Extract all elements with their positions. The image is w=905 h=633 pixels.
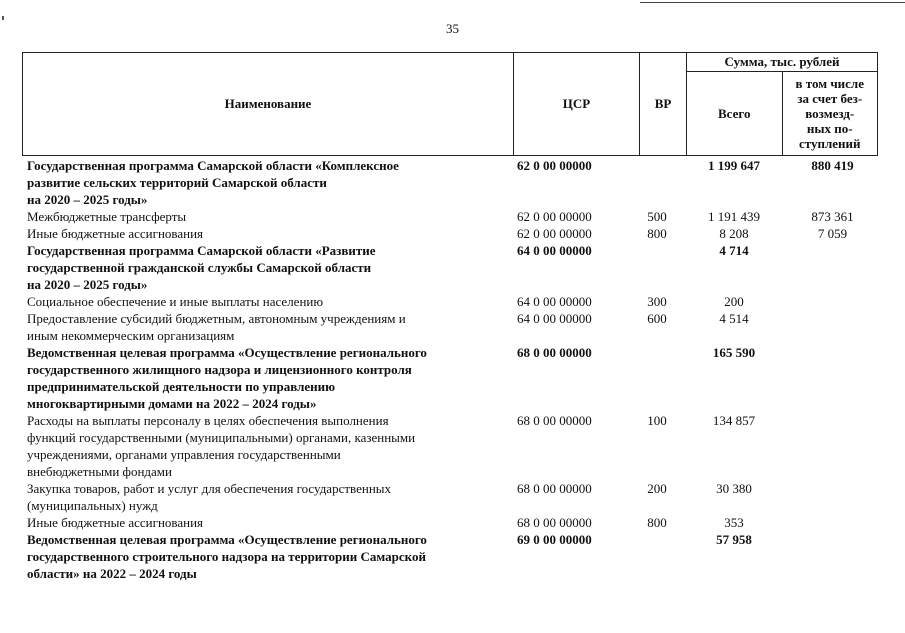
row-csr: 62 0 00 00000: [517, 209, 592, 224]
table-body: [27, 157, 887, 582]
row-name-line: Предоставление субсидий бюджетным, автономным учреждениям и: [27, 311, 406, 326]
row-name-line: государственной гражданской службы Самарской области: [27, 260, 372, 275]
row-csr: 62 0 00 00000: [517, 226, 592, 241]
table-row: [27, 310, 887, 344]
row-name: [27, 157, 507, 208]
header-vr: ВР: [640, 53, 687, 156]
row-name-line: Расходы на выплаты персоналу в целях обеспечения выполнения: [27, 413, 389, 428]
row-vr: 500: [647, 209, 667, 224]
row-name-line: учреждениями, органами управления государственными: [27, 447, 341, 462]
row-vr: 100: [647, 413, 667, 428]
row-name: [27, 208, 507, 225]
row-name-line: государственного жилищного надзора и лицензионного контроля: [27, 362, 412, 377]
row-csr: 62 0 00 00000: [517, 158, 592, 173]
row-total: 4 514: [719, 311, 749, 326]
row-total: 353: [724, 515, 744, 530]
header-csr: ЦСР: [514, 53, 640, 156]
header-name: Наименование: [23, 53, 514, 156]
header-free-line: ступлений: [798, 136, 861, 151]
row-csr: 68 0 00 00000: [517, 345, 592, 360]
table-row: [27, 208, 887, 225]
row-vr: 800: [647, 226, 667, 241]
row-name: [27, 412, 507, 480]
row-name-line: Межбюджетные трансферты: [27, 209, 187, 224]
row-name-line: внебюджетными фондами: [27, 464, 172, 479]
row-csr: 64 0 00 00000: [517, 294, 592, 309]
row-name: [27, 225, 507, 242]
table-row: [27, 157, 887, 208]
row-name: [27, 514, 507, 531]
row-name: [27, 344, 507, 412]
header-free: [782, 72, 878, 156]
row-vr: 300: [647, 294, 667, 309]
header-total: Всего: [687, 72, 783, 156]
row-total: 4 714: [719, 243, 749, 258]
row-name: [27, 531, 507, 582]
row-free: 880 419: [811, 158, 854, 173]
scan-line-top-right: [640, 2, 905, 3]
row-total: 1 191 439: [708, 209, 760, 224]
row-name: [27, 310, 507, 344]
row-vr: 800: [647, 515, 667, 530]
header-free-line: за счет без-: [797, 91, 863, 106]
row-name-line: Закупка товаров, работ и услуг для обеспечения государственных: [27, 481, 392, 496]
row-name-line: государственного строительного надзора на территории Самарской: [27, 549, 426, 564]
row-free: 873 361: [811, 209, 854, 224]
row-name-line: Ведомственная целевая программа «Осуществление регионального: [27, 532, 427, 547]
row-name-line: Ведомственная целевая программа «Осуществление регионального: [27, 345, 427, 360]
table-header: [22, 52, 878, 156]
row-total: 200: [724, 294, 744, 309]
row-name-line: развитие сельских территорий Самарской области: [27, 175, 327, 190]
row-name: [27, 480, 507, 514]
row-name-line: Социальное обеспечение и иные выплаты населению: [27, 294, 324, 309]
row-name: [27, 293, 507, 310]
row-name-line: многоквартирными домами на 2022 – 2024 годы»: [27, 396, 317, 411]
row-vr: 200: [647, 481, 667, 496]
table-row: [27, 480, 887, 514]
header-free-line: в том числе: [795, 76, 864, 91]
scan-mark-left: [2, 16, 4, 20]
row-name-line: на 2020 – 2025 годы»: [27, 277, 148, 292]
table-row: [27, 344, 887, 412]
row-total: 8 208: [719, 226, 749, 241]
row-name-line: иным некоммерческим организациям: [27, 328, 235, 343]
table-row: [27, 412, 887, 480]
table-row: [27, 531, 887, 582]
row-name-line: предпринимательской деятельности по управлению: [27, 379, 336, 394]
row-total: 30 380: [716, 481, 752, 496]
row-name-line: функций государственными (муниципальными) органами, казенными: [27, 430, 416, 445]
row-name-line: на 2020 – 2025 годы»: [27, 192, 148, 207]
row-total: 1 199 647: [708, 158, 760, 173]
row-name-line: области» на 2022 – 2024 годы: [27, 566, 197, 581]
table-row: [27, 293, 887, 310]
row-vr: 600: [647, 311, 667, 326]
header-free-line: ных по-: [806, 121, 853, 136]
row-csr: 69 0 00 00000: [517, 532, 592, 547]
header-free-line: возмезд-: [805, 106, 855, 121]
row-csr: 64 0 00 00000: [517, 243, 592, 258]
header-sum-group: Сумма, тыс. рублей: [687, 53, 878, 72]
row-name-line: Иные бюджетные ассигнования: [27, 515, 204, 530]
table-row: [27, 242, 887, 293]
row-csr: 64 0 00 00000: [517, 311, 592, 326]
table-row: [27, 514, 887, 531]
row-name-line: Государственная программа Самарской области «Комплексное: [27, 158, 399, 173]
page-number: 35: [446, 21, 459, 36]
row-name: [27, 242, 507, 293]
row-name-line: (муниципальных) нужд: [27, 498, 158, 513]
row-csr: 68 0 00 00000: [517, 413, 592, 428]
row-name-line: Государственная программа Самарской области «Развитие: [27, 243, 376, 258]
row-free: 7 059: [817, 226, 848, 241]
row-total: 165 590: [712, 345, 756, 360]
row-name-line: Иные бюджетные ассигнования: [27, 226, 204, 241]
table-row: [27, 225, 887, 242]
row-total: 134 857: [712, 413, 756, 428]
row-total: 57 958: [716, 532, 752, 547]
row-csr: 68 0 00 00000: [517, 481, 592, 496]
row-csr: 68 0 00 00000: [517, 515, 592, 530]
